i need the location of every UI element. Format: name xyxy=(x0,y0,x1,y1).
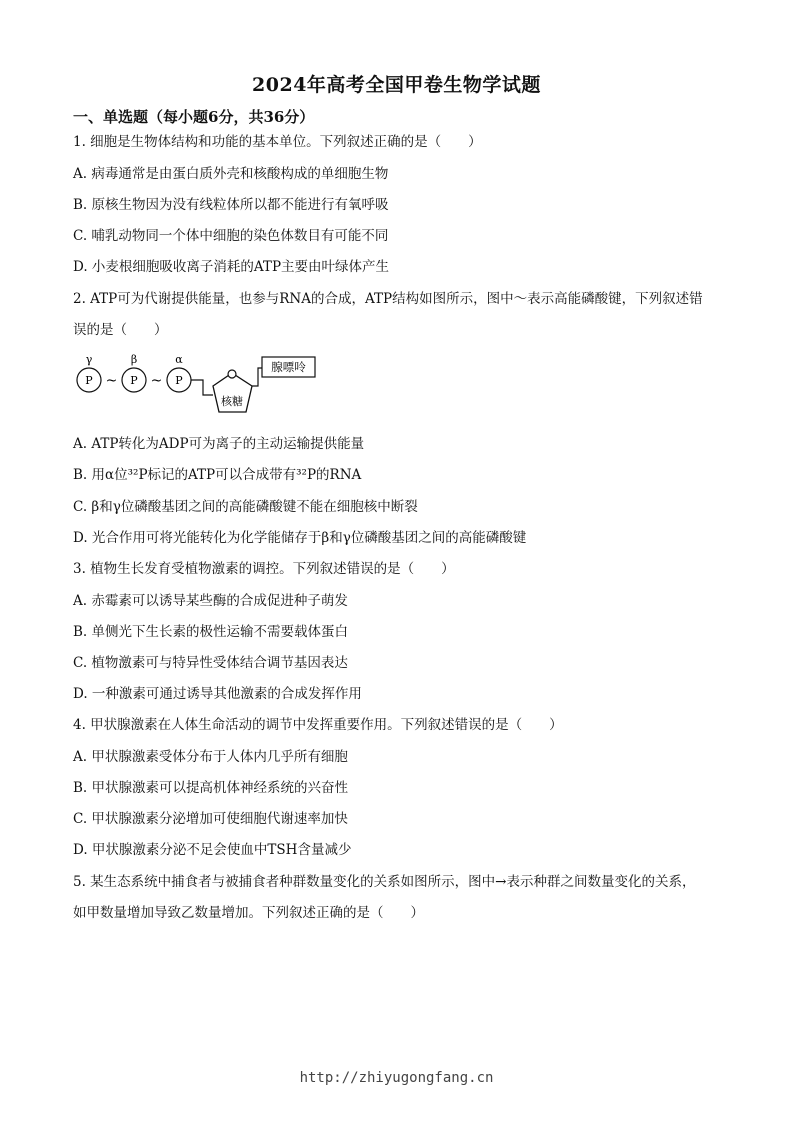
question-4-option-d: D. 甲状腺激素分泌不足会使血中TSH含量减少 xyxy=(73,842,352,858)
question-3-stem: 3. 植物生长发育受植物激素的调控。下列叙述错误的是（ ） xyxy=(73,561,455,577)
alpha-label: α xyxy=(175,353,183,366)
ester-bond-line xyxy=(191,380,213,395)
question-1-option-b: B. 原核生物因为没有线粒体所以都不能进行有氧呼吸 xyxy=(73,197,389,213)
glycosidic-bond-line xyxy=(252,368,262,386)
ribose-label: 核糖 xyxy=(221,395,243,408)
section-heading: 一、单选题（每小题6分，共36分） xyxy=(73,108,315,126)
high-energy-bond-1: ~ xyxy=(105,373,118,389)
question-1-option-d: D. 小麦根细胞吸收离子消耗的ATP主要由叶绿体产生 xyxy=(73,259,390,275)
footer-url: http://zhiyugongfang.cn xyxy=(299,1070,494,1086)
beta-label: β xyxy=(130,353,138,366)
question-2-option-b: B. 用α位³²P标记的ATP可以合成带有³²P的RNA xyxy=(73,467,362,483)
question-5-stem-line1: 5. 某生态系统中捕食者与被捕食者种群数量变化的关系如图所示，图中→表示种群之间数量变化的关系， xyxy=(73,874,696,890)
question-4-option-b: B. 甲状腺激素可以提高机体神经系统的兴奋性 xyxy=(73,780,349,796)
svg-text:P: P xyxy=(130,374,138,387)
question-3-option-c: C. 植物激素可与特异性受体结合调节基因表达 xyxy=(73,655,348,671)
question-2-stem-line1: 2. ATP可为代谢提供能量，也参与RNA的合成，ATP结构如图所示，图中～表示高能磷酸键，下列叙述错 xyxy=(73,291,703,307)
adenine-label: 腺嘌呤 xyxy=(271,360,306,374)
question-3-option-d: D. 一种激素可通过诱导其他激素的合成发挥作用 xyxy=(73,686,362,702)
atp-structure-diagram xyxy=(72,352,322,420)
question-1-stem: 1. 细胞是生物体结构和功能的基本单位。下列叙述正确的是（ ） xyxy=(73,134,482,150)
question-2-option-a: A. ATP转化为ADP可为离子的主动运输提供能量 xyxy=(73,436,365,452)
question-2-stem-line2: 误的是（ ） xyxy=(73,322,168,338)
question-5-stem-line2: 如甲数量增加导致乙数量增加。下列叙述正确的是（ ） xyxy=(73,905,424,921)
svg-text:P: P xyxy=(175,374,183,387)
page-title: 2024年高考全国甲卷生物学试题 xyxy=(252,74,541,96)
high-energy-bond-2: ~ xyxy=(150,373,163,389)
question-1-option-a: A. 病毒通常是由蛋白质外壳和核酸构成的单细胞生物 xyxy=(73,166,389,182)
question-2-option-c: C. β和γ位磷酸基团之间的高能磷酸键不能在细胞核中断裂 xyxy=(73,499,418,515)
ring-oxygen xyxy=(228,370,236,378)
svg-text:P: P xyxy=(85,374,93,387)
question-2-option-d: D. 光合作用可将光能转化为化学能储存于β和γ位磷酸基团之间的高能磷酸键 xyxy=(73,530,527,546)
gamma-label: γ xyxy=(85,353,93,366)
question-4-option-a: A. 甲状腺激素受体分布于人体内几乎所有细胞 xyxy=(73,749,348,765)
question-4-option-c: C. 甲状腺激素分泌增加可使细胞代谢速率加快 xyxy=(73,811,348,827)
question-3-option-a: A. 赤霉素可以诱导某些酶的合成促进种子萌发 xyxy=(73,593,348,609)
question-1-option-c: C. 哺乳动物同一个体中细胞的染色体数目有可能不同 xyxy=(73,228,389,244)
question-4-stem: 4. 甲状腺激素在人体生命活动的调节中发挥重要作用。下列叙述错误的是（ ） xyxy=(73,717,563,733)
question-3-option-b: B. 单侧光下生长素的极性运输不需要载体蛋白 xyxy=(73,624,349,640)
